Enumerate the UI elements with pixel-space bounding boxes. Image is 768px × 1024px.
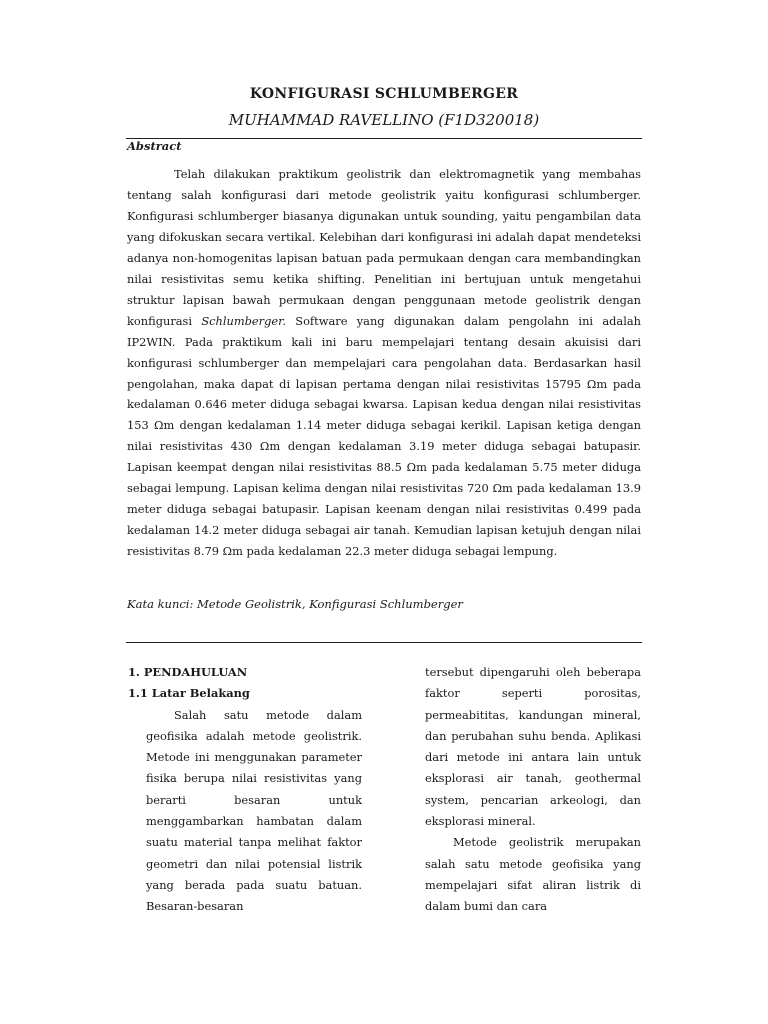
right-paragraph-2: Metode geolistrik merupakan salah satu metode geofisika yang mempelajari sifat aliran listrik di dalam bumi dan cara xyxy=(425,835,641,914)
right-paragraph-1: tersebut dipengaruhi oleh beberapa faktor seperti porositas, permeabititas, kandungan mineral, dan perubahan suhu benda. Aplikasi dari metode ini antara lain untuk eksplorasi air tanah, geothermal system, pencarian arkeologi, dan eksplorasi mineral. xyxy=(425,665,641,829)
section-divider xyxy=(126,642,642,643)
abstract-text-part1: Telah dilakukan praktikum geolistrik dan elektromagnetik yang membahas tentang salah konfigurasi dari metode geolistrik yaitu konfigurasi schlumberger. Konfigurasi schlumberger biasanya digunakan untuk sounding, yaitu pengambilan data yang difokuskan secara vertikal. Kelebihan dari konfigurasi ini adalah dapat mendeteksi adanya non-homogenitas lapisan batuan pada permukaan dengan cara membandingkan nilai resistivitas semu ketika shifting. Penelitian ini bertujuan untuk mengetahui struktur lapisan bawah permukaan dengan penggunaan metode geolistrik dengan konfigurasi xyxy=(127,167,641,328)
abstract-text-part2: Software yang digunakan dalam pengolahn ini adalah IP2WIN. Pada praktikum kali ini baru mempelajari tentang desain akuisisi dari konfigurasi schlumberger dan mempelajari cara pengolahan data. Berdasarkan hasil pengolahan, maka dapat di lapisan pertama dengan nilai resistivitas 15795 Ωm pada kedalaman 0.646 meter diduga sebagai kwarsa. Lapisan kedua dengan nilai resistivitas 153 Ωm dengan kedalaman 1.14 meter diduga sebagai kerikil. Lapisan ketiga dengan nilai resistivitas 430 Ωm dengan kedalaman 3.19 meter diduga sebagai batupasir. Lapisan keempat dengan nilai resistivitas 88.5 Ωm pada kedalaman 5.75 meter diduga sebagai lempung. Lapisan kelima dengan nilai resistivitas 720 Ωm pada kedalaman 13.9 meter diduga sebagai batupasir. Lapisan keenam dengan nilai resistivitas 0.499 pada kedalaman 14.2 meter diduga sebagai air tanah. Kemudian lapisan ketujuh dengan nilai resistivitas 8.79 Ωm pada kedalaman 22.3 meter diduga sebagai lempung. xyxy=(127,313,641,559)
left-column xyxy=(128,662,362,918)
right-column xyxy=(425,662,641,918)
left-paragraph: Salah satu metode dalam geofisika adalah metode geolistrik. Metode ini menggunakan parameter fisika berupa nilai resistivitas yang berarti besaran untuk menggambarkan hambatan dalam suatu material tanpa melihat faktor geometri dan nilai potensial listrik yang berada pada suatu batuan. Besaran-besaran xyxy=(146,707,362,914)
abstract-body xyxy=(127,164,641,562)
abstract-italic-term: Schlumberger. xyxy=(201,313,286,328)
section-heading: 1. PENDAHULUAN xyxy=(128,665,248,679)
abstract-heading: Abstract xyxy=(127,139,182,153)
top-divider xyxy=(126,138,642,139)
keywords: Kata kunci: Metode Geolistrik, Konfigurasi Schlumberger xyxy=(127,597,463,611)
subsection-heading: 1.1 Latar Belakang xyxy=(128,686,250,701)
paper-title: KONFIGURASI SCHLUMBERGER xyxy=(249,86,519,102)
author-line: MUHAMMAD RAVELLINO (F1D320018) xyxy=(228,111,540,129)
